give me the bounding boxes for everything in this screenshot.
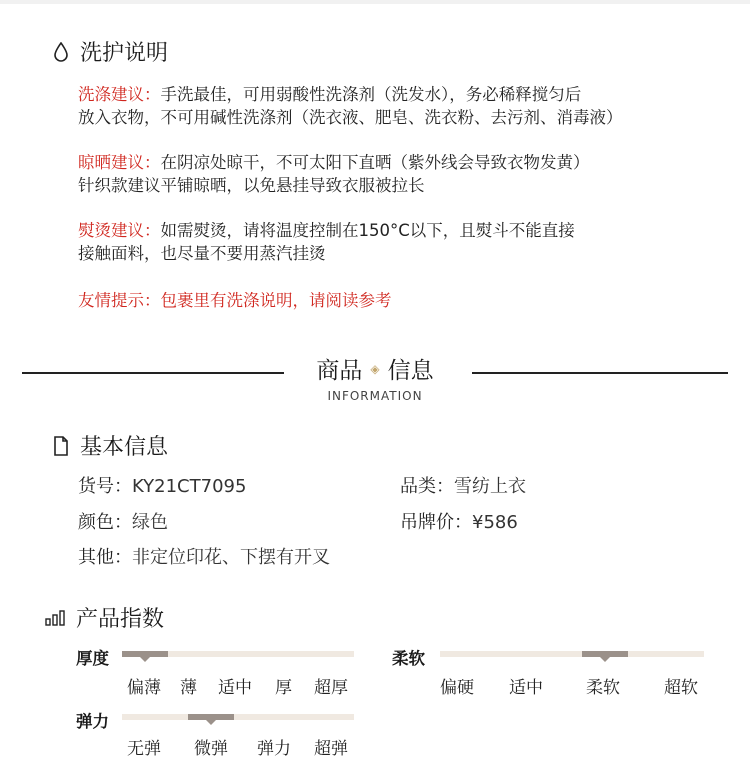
softness-option: 偏硬 bbox=[440, 678, 474, 698]
softness-option: 适中 bbox=[509, 678, 543, 698]
color-label: 颜色： bbox=[78, 512, 132, 533]
other-label: 其他： bbox=[78, 547, 132, 568]
document-icon bbox=[50, 435, 72, 457]
dry-line2: 针织款建议平铺晾晒，以免悬挂导致衣服被拉长 bbox=[78, 176, 425, 195]
care-section-title bbox=[50, 36, 168, 67]
price-value: ¥586 bbox=[472, 512, 518, 533]
header-right-text: 信息 bbox=[387, 358, 434, 384]
basic-section-title bbox=[50, 430, 168, 461]
dry-label: 晾晒建议： bbox=[78, 153, 161, 172]
category-row bbox=[400, 472, 526, 498]
iron-line1: 如需熨烫，请将温度控制在150°C以下，且熨斗不能直接 bbox=[160, 221, 575, 240]
thickness-option: 偏薄 bbox=[127, 678, 161, 698]
friendly-tip: 友情提示：包裹里有洗涤说明，请阅读参考 bbox=[78, 291, 392, 310]
thickness-option: 薄 bbox=[180, 678, 197, 698]
thickness-option: 适中 bbox=[218, 678, 252, 698]
elasticity-option: 微弹 bbox=[194, 739, 228, 759]
elasticity-option: 超弹 bbox=[314, 739, 348, 759]
care-title-text: 洗护说明 bbox=[80, 41, 169, 66]
other-row bbox=[78, 543, 330, 569]
thickness-indicator bbox=[122, 651, 168, 657]
dry-line1: 在阴凉处晾干，不可太阳下直晒（紫外线会导致衣物发黄） bbox=[160, 153, 590, 172]
sku-row bbox=[78, 472, 246, 498]
iron-advice bbox=[78, 219, 575, 265]
softness-label: 柔软 bbox=[392, 649, 425, 668]
dry-advice bbox=[78, 151, 590, 197]
diamond-icon: ◈ bbox=[370, 361, 380, 376]
softness-option: 超软 bbox=[664, 678, 698, 698]
softness-option: 柔软 bbox=[586, 678, 620, 698]
sku-value: KY21CT7095 bbox=[132, 476, 247, 497]
wash-advice bbox=[78, 83, 623, 129]
category-value: 雪纺上衣 bbox=[454, 476, 526, 497]
wash-line2: 放入衣物，不可用碱性洗涤剂（洗衣液、肥皂、洗衣粉、去污剂、消毒液） bbox=[78, 108, 623, 127]
thickness-option: 厚 bbox=[275, 678, 292, 698]
bar-chart-icon bbox=[44, 607, 68, 629]
color-value: 绿色 bbox=[132, 512, 168, 533]
index-section-title bbox=[44, 602, 164, 633]
wash-label: 洗涤建议： bbox=[78, 85, 161, 104]
iron-line2: 接触面料，也尽量不要用蒸汽挂烫 bbox=[78, 244, 326, 263]
top-divider bbox=[0, 0, 750, 4]
elasticity-track bbox=[122, 714, 354, 720]
basic-title-text: 基本信息 bbox=[80, 435, 169, 460]
sku-label: 货号： bbox=[78, 476, 132, 497]
softness-indicator bbox=[582, 651, 628, 657]
elasticity-option: 弹力 bbox=[257, 739, 291, 759]
header-left-text: 商品 bbox=[316, 358, 363, 384]
elasticity-indicator bbox=[188, 714, 234, 720]
thickness-label: 厚度 bbox=[76, 649, 109, 668]
thickness-option: 超厚 bbox=[314, 678, 348, 698]
header-en-text: INFORMATION bbox=[327, 389, 423, 403]
iron-label: 熨烫建议： bbox=[78, 221, 161, 240]
softness-track bbox=[440, 651, 704, 657]
index-title-text: 产品指数 bbox=[76, 607, 165, 632]
product-info-header bbox=[0, 352, 750, 403]
price-label: 吊牌价： bbox=[400, 512, 472, 533]
color-row bbox=[78, 508, 168, 534]
elasticity-option: 无弹 bbox=[127, 739, 161, 759]
elasticity-label: 弹力 bbox=[76, 712, 109, 731]
wash-line1: 手洗最佳，可用弱酸性洗涤剂（洗发水），务必稀释搅匀后 bbox=[160, 85, 582, 104]
water-drop-icon bbox=[50, 41, 72, 63]
price-row bbox=[400, 508, 518, 534]
other-value: 非定位印花、下摆有开叉 bbox=[132, 547, 330, 568]
category-label: 品类： bbox=[400, 476, 454, 497]
